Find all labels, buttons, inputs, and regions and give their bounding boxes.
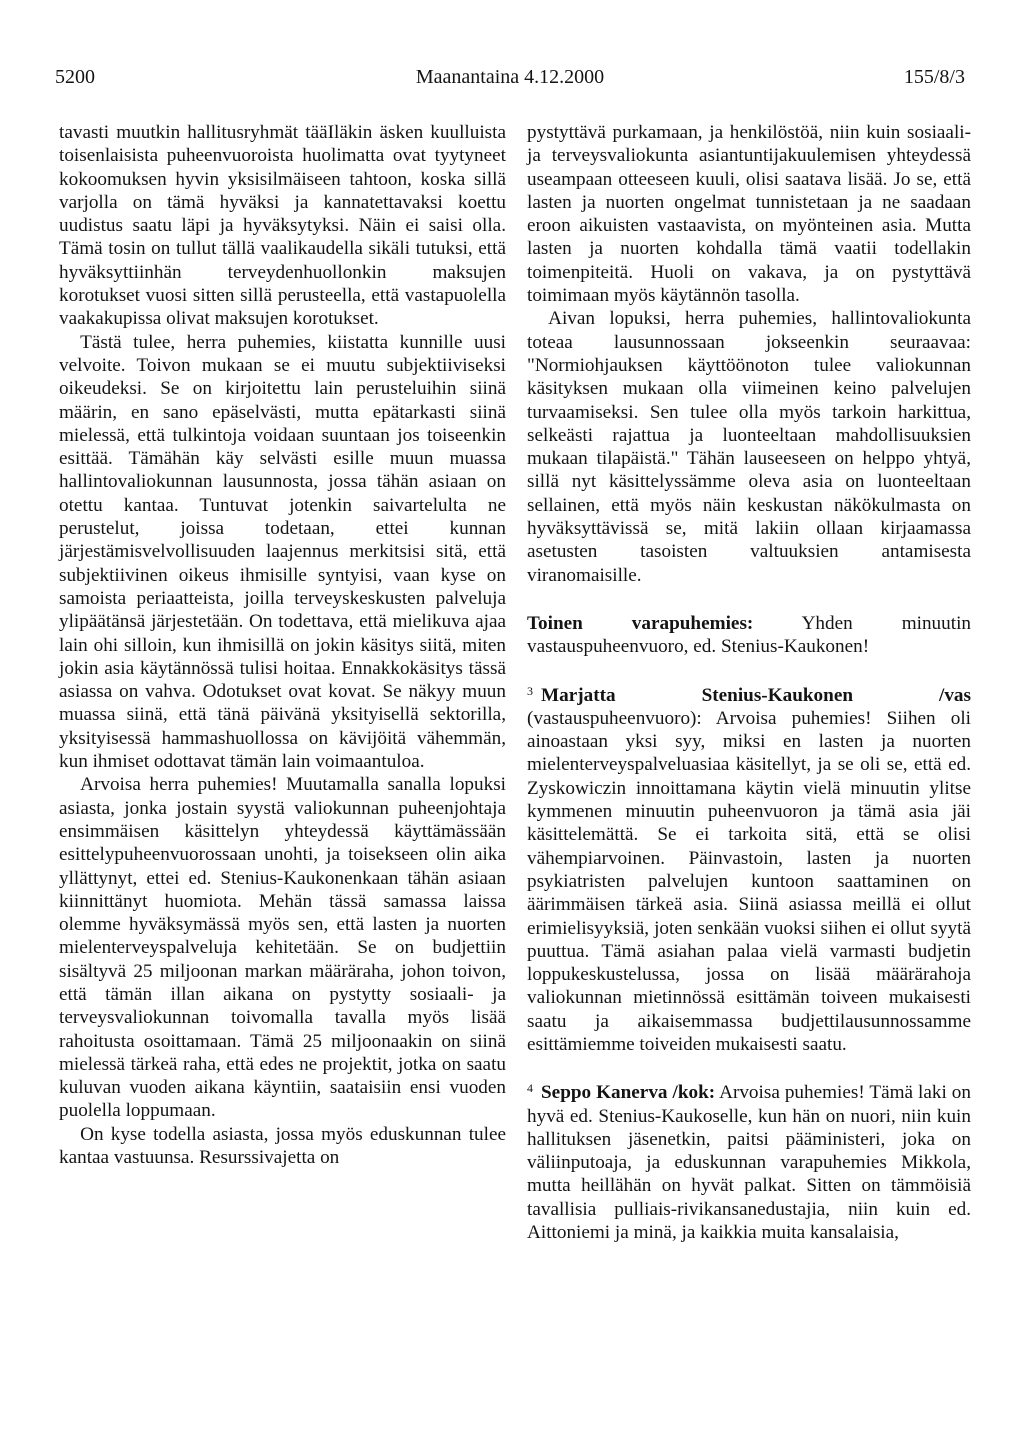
speaker-name: Toinen varapuhemies:	[527, 612, 754, 634]
speech-entry	[527, 612, 971, 659]
session-date: Maanantaina 4.12.2000	[415, 66, 605, 88]
speech-entry	[527, 684, 971, 1057]
page-number: 5200	[55, 66, 95, 88]
speaker-name: Marjatta Stenius-Kaukonen /vas	[541, 684, 971, 706]
speaker-name: Seppo Kanerva /kok:	[541, 1082, 716, 1104]
page-header	[55, 62, 965, 92]
paragraph: pystyttävä purkamaan, ja henkilöstöä, niin kuin sosiaali- ja terveysvaliokunta asiantuntijakuulemisen yhteydessä useampaan otteeseen kuuli, olisi saatava lisää. Jo se, että lasten ja nuorten ongelmat tunnistetaan ja ne saadaan eroon aikuisten vastaavista, on myönteinen asia. Mutta lasten ja nuorten kohdalla tämä vaatii todellakin toimenpiteitä. Huoli on vakava, ja on pystyttävä toimimaan myös käytännön tasolla.	[527, 122, 971, 307]
paragraph: tavasti muutkin hallitusryhmät tääIläkin äsken kuulluista toisenlaisista puheenvuoroista huolimatta ovat tyytyneet kokoomuksen hyvin yksisilmäiseen tahtoon, koska sillä varjolla on tämä hyväksi ja kannatettavaksi koettu uudistus saatu läpi ja hyväksytyksi. Näin ei saisi olla. Tämä tosin on tullut tällä vaalikaudella sikäli tutuksi, että hyväksyttiinhän terveydenhuollonkin maksujen korotukset vuosi sitten sillä perusteella, että vastapuolella vaakakupissa olivat maksujen korotukset.	[59, 122, 506, 330]
left-column	[59, 121, 506, 1169]
speech-number: 4	[527, 1081, 533, 1096]
document-reference: 155/8/3	[903, 66, 965, 88]
speech-text: Yhden minuutin vastauspuheenvuoro, ed. Stenius-Kaukonen!	[527, 612, 971, 658]
speech-number: 3	[527, 683, 533, 698]
paragraph: Aivan lopuksi, herra puhemies, hallintovaliokunta toteaa lausunnossaan jokseenkin seuraavaa: "Normiohjauksen käyttöönoton tulee valiokunnan käsityksen mukaan olla viimeinen keino palvelujen turvaamiseksi. Sen tulee olla myös tarkoin harkittua, selkeästi rajattua ja luonteeltaan mahdollisuuksien mukaan tilapäistä." Tähän lauseeseen on helppo yhtyä, sillä nyt käsittelyssämme oleva asia on luonteeltaan sellainen, että myös näin keskustan näkökulmasta on hyväksyttävissä se, mitä lakiin ollaan kirjaamassa asetusten tasoisten valtuuksien antamisesta viranomaisille.	[527, 308, 971, 586]
paragraph: Tästä tulee, herra puhemies, kiistatta kunnille uusi velvoite. Toivon mukaan se ei muutu subjektiiviseksi oikeudeksi. Se on kirjoitettu lain perusteluihin siinä määrin, en sano epäselvästi, mutta epätarkasti siinä mielessä, että tulkintoja voidaan suuntaan jos toiseenkin esittää. Tämähän käy selvästi esille muun muassa hallintovaliokunnan lausunnosta, jossa tähän asiaan on otettu kantaa. Tuntuvat jotenkin saivartelulta ne perustelut, joissa todetaan, ettei kunnan järjestämisvelvollisuuden laajennus merkitsisi sitä, että subjektiivinen oikeus ihmisille syntyisi, vaan kyse on samoista periaatteista, joilla terveyskeskusten palveluja ylipäätänsä järjestetään. On todettava, että mielikuva ajaa lain ohi silloin, kun ihmisillä on jokin käsitys siitä, miten jokin asia käytännössä tulisi hoitaa. Ennakkokäsitys tässä asiassa on vahva. Odotukset ovat kovat. Se näkyy muun muassa siinä, että tänä päivänä yksityisellä sektorilla, yksityisessä hammashuollossa on kävijöitä vähemmän, kun ihmiset odottavat tämän lain voimaantuloa.	[59, 331, 506, 773]
speech-text: Arvoisa puhemies! Tämä laki on hyvä ed. Stenius-Kaukoselle, kun hän on nuori, niin kuin hallituksen jäsenetkin, paitsi pääministeri, joka on väliinputoaja, ja eduskunnan varapuhemies Mikkola, mutta heillähän on hyvät palkat. Sitten on tämmöisiä tavallisia pulliais-rivikansanedustajia, niin kuin ed. Aittoniemi ja minä, ja kaikkia muita kansalaisia,	[527, 1082, 971, 1244]
speech-text: (vastauspuheenvuoro): Arvoisa puhemies! Siihen oli ainoastaan yksi syy, miksi en lasten ja nuorten mielenterveyspalveluasiaa käsitellyt, ja se oli se, että ed. Zyskowiczin innoittamana käytin vielä minuutin ylitse kymmenen minuutin puheenvuoron ja tämä asia jäi käsittelemättä. Se ei tarkoita sitä, että se olisi vähempiarvoinen. Päinvastoin, lasten ja nuorten psykiatristen palvelujen kuntoon saattaminen on äärimmäisen tärkeä asia. Siinä asiassa meillä ei ollut erimielisyyksiä, joten senkään vuoksi siihen ei ollut syytä puuttua. Tämä asiahan palaa vielä varmasti budjetin loppukeskustelussa, jossa on lisää määrärahoja valiokunnan mietinnössä esittämän toiveen mukaisesti saatu ja aikaisemmassa budjettilausunnossamme esittämiemme toiveiden mukaisesti saatu.	[527, 707, 971, 1055]
right-column	[527, 121, 971, 1244]
paragraph: On kyse todella asiasta, jossa myös eduskunnan tulee kantaa vastuunsa. Resurssivajetta on	[59, 1123, 506, 1169]
paragraph: Arvoisa herra puhemies! Muutamalla sanalla lopuksi asiasta, jonka jostain syystä valiokunnan puheenjohtaja ensimmäisen käsittelyn yhteydessä käyttämässään esittelypuheenvuorossaan unohti, ja toisekseen olin aika yllättynyt, ettei ed. Stenius-Kaukonenkaan tähän asiaan kiinnittänyt huomiota. Mehän tässä samassa laissa olemme hyväksymässä myös sen, että lasten ja nuorten mielenterveyspalveluja kehitetään. Se on budjettiin sisältyvä 25 miljoonan markan määräraha, johon toivon, että tämän illan aikana on pystytty sosiaali- ja terveysvaliokunnan toivomalla tavalla myös lisää rahoitusta osoittamaan. Tämä 25 miljoonaakin on siinä mielessä tärkeä raha, että edes ne projektit, jotka on saatu kuluvan vuoden aikana käyntiin, saataisiin ensi vuoden puolella loppumaan.	[59, 774, 506, 1122]
speech-entry	[527, 1081, 971, 1244]
